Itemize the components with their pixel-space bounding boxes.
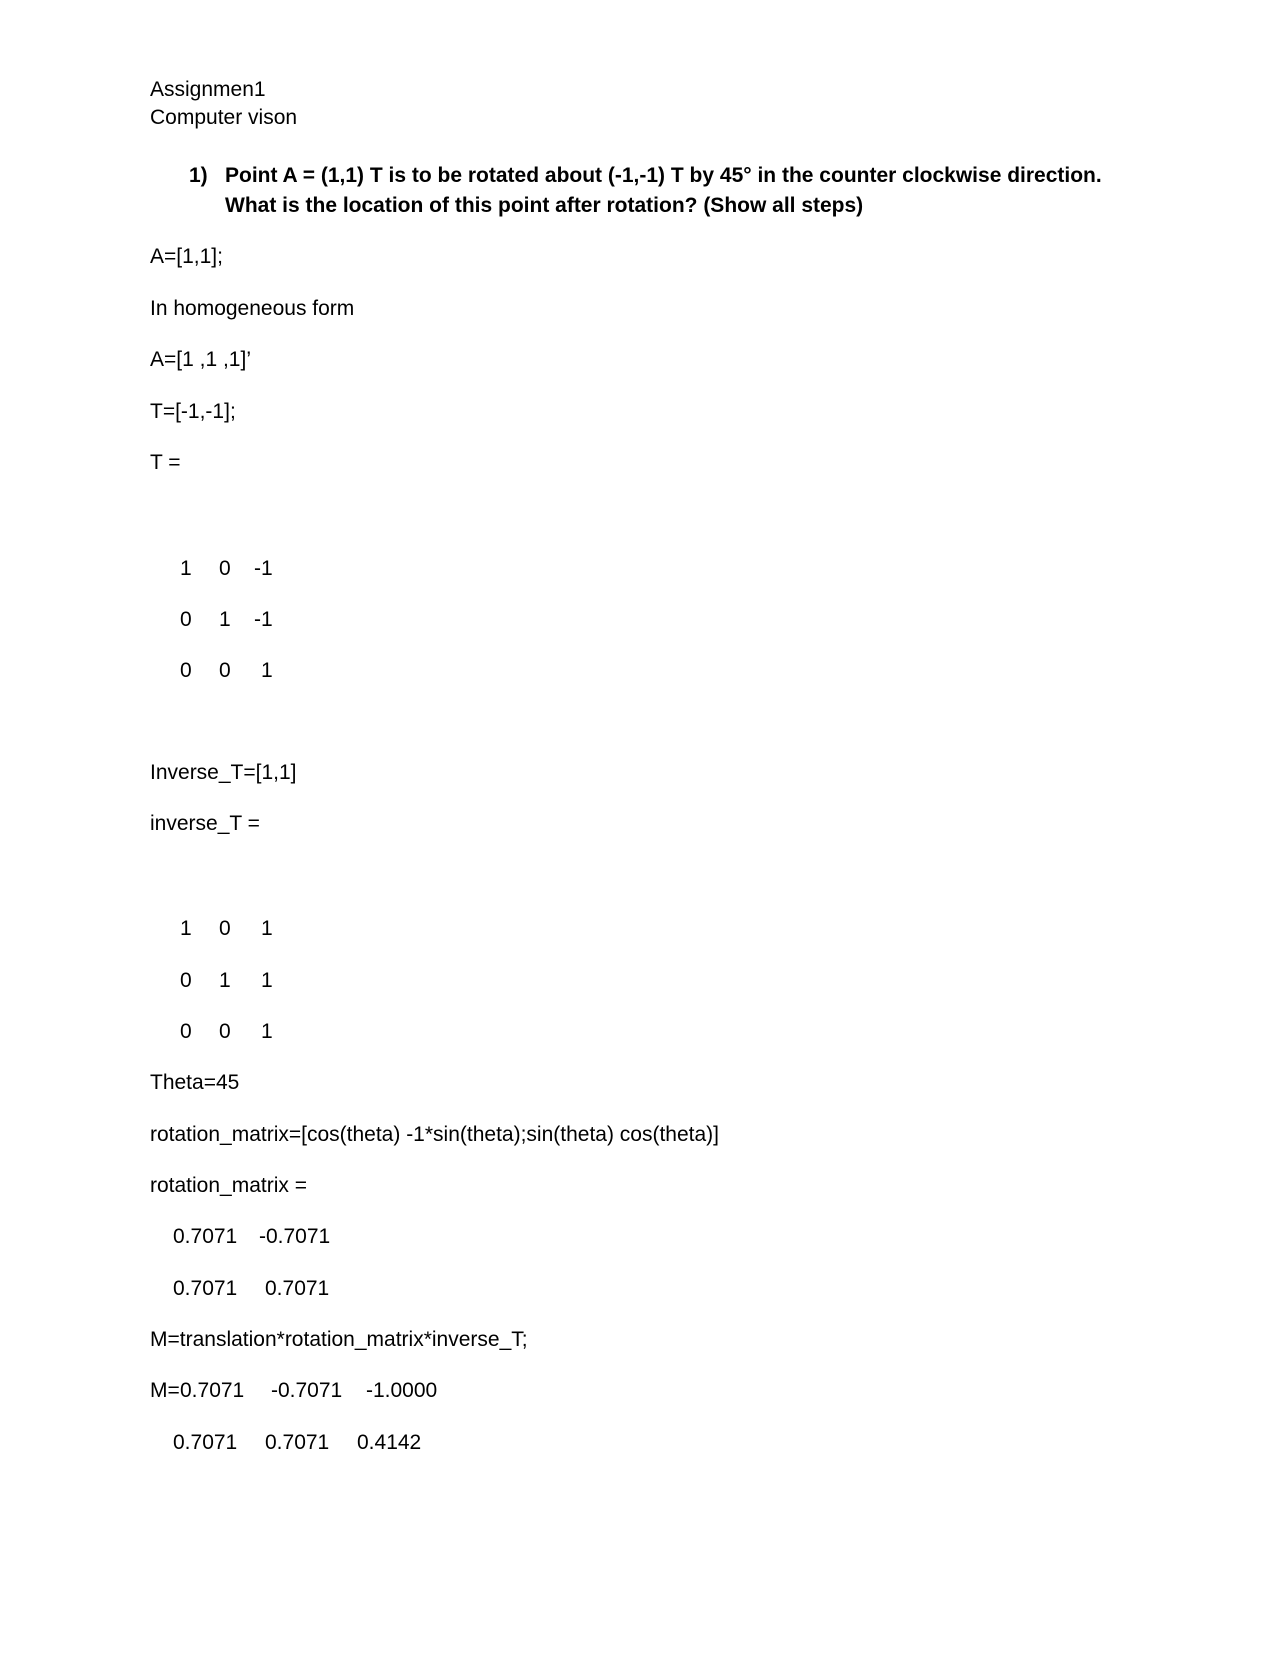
matrix-t-cell: 0 bbox=[219, 557, 231, 580]
line-theta: Theta=45 bbox=[150, 1071, 240, 1094]
matrix-t-cell: 1 bbox=[180, 557, 192, 580]
matrix-inv-cell: 0 bbox=[219, 917, 231, 940]
line-homogeneous-label: In homogeneous form bbox=[150, 297, 355, 320]
matrix-t-cell: 0 bbox=[219, 659, 231, 682]
line-inverse-def: Inverse_T=[1,1] bbox=[150, 761, 297, 784]
matrix-t-cell: -1 bbox=[254, 557, 273, 580]
matrix-t-cell: 1 bbox=[219, 608, 231, 631]
line-rotation-def: rotation_matrix=[cos(theta) -1*sin(theta);sin(theta) cos(theta)] bbox=[150, 1123, 719, 1146]
line-t-def: T=[-1,-1]; bbox=[150, 400, 236, 423]
matrix-m-cell: 0.4142 bbox=[357, 1431, 422, 1454]
line-a-def: A=[1,1]; bbox=[150, 245, 223, 268]
matrix-t-cell: 1 bbox=[261, 659, 273, 682]
matrix-inv-cell: 1 bbox=[261, 917, 273, 940]
matrix-rot-cell: 0.7071 bbox=[265, 1277, 330, 1300]
line-a-homogeneous: A=[1 ,1 ,1]’ bbox=[150, 348, 251, 371]
matrix-m-cell: -1.0000 bbox=[366, 1379, 438, 1402]
matrix-rot-cell: 0.7071 bbox=[173, 1277, 238, 1300]
question-text: Point A = (1,1) T is to be rotated about (-1,-1) T by 45° in the counter clockwise direction. What is the location of this point after rotation? (Show all steps) bbox=[225, 164, 1102, 217]
matrix-m-cell: 0.7071 bbox=[180, 1379, 245, 1402]
matrix-inv-cell: 1 bbox=[261, 1020, 273, 1043]
matrix-t-cell: 0 bbox=[180, 659, 192, 682]
header-title: Assignmen1 bbox=[150, 78, 266, 101]
matrix-m-cell: -0.7071 bbox=[271, 1379, 343, 1402]
matrix-inv-cell: 1 bbox=[261, 969, 273, 992]
matrix-rot-cell: -0.7071 bbox=[259, 1225, 331, 1248]
matrix-inv-cell: 1 bbox=[219, 969, 231, 992]
matrix-inv-cell: 0 bbox=[180, 1020, 192, 1043]
matrix-m-prefix: M= bbox=[150, 1379, 180, 1402]
matrix-t-cell: 0 bbox=[180, 608, 192, 631]
line-t-eq: T = bbox=[150, 451, 181, 474]
matrix-t-cell: -1 bbox=[254, 608, 273, 631]
matrix-m-cell: 0.7071 bbox=[173, 1431, 238, 1454]
line-rotation-eq: rotation_matrix = bbox=[150, 1174, 307, 1197]
line-m-def: M=translation*rotation_matrix*inverse_T; bbox=[150, 1328, 528, 1351]
matrix-m-cell: 0.7071 bbox=[265, 1431, 330, 1454]
matrix-inv-cell: 0 bbox=[219, 1020, 231, 1043]
matrix-rot-cell: 0.7071 bbox=[173, 1225, 238, 1248]
line-inverse-eq: inverse_T = bbox=[150, 812, 260, 835]
matrix-inv-cell: 0 bbox=[180, 969, 192, 992]
question-number: 1) bbox=[189, 164, 208, 187]
header-course: Computer vison bbox=[150, 106, 298, 129]
matrix-inv-cell: 1 bbox=[180, 917, 192, 940]
